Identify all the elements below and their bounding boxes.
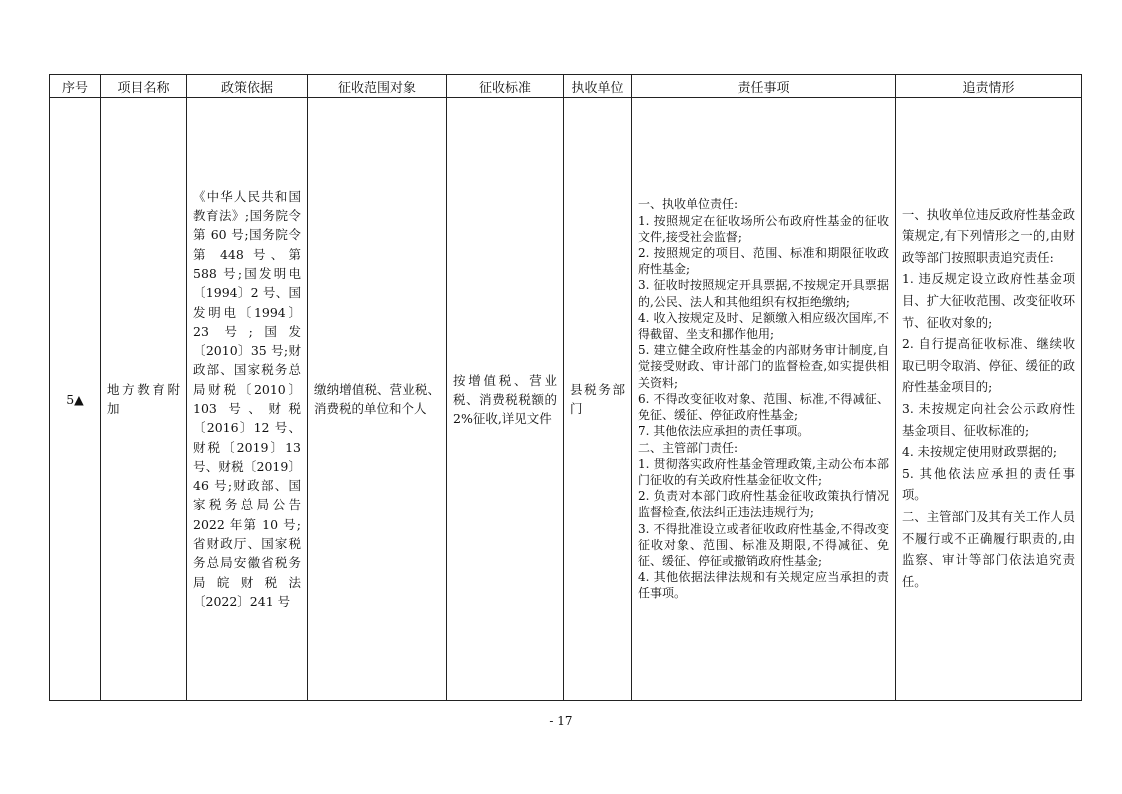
header-penalties: 追责情形 [896,75,1082,98]
responsibility-line: 1. 贯彻落实政府性基金管理政策,主动公布本部门征收的有关政府性基金征收文件; [638,456,889,487]
responsibility-line: 7. 其他依法应承担的责任事项。 [638,424,810,439]
table-row [50,98,1082,701]
penalty-line: 二、主管部门及其有关工作人员不履行或不正确履行职责的,由监察、审计等部门依法追究责任。 [902,509,1075,589]
cell-name: 地方教育附加 [107,382,180,416]
fund-table [49,74,1082,701]
penalty-line: 4. 未按规定使用财政票据的; [902,445,1058,460]
penalty-line: 2. 自行提高征收标准、继续收取已明令取消、停征、缓征的政府性基金项目的; [902,337,1075,395]
cell-penalties [896,205,1081,594]
cell-scope: 缴纳增值税、营业税、消费税的单位和个人 [314,382,440,416]
header-name: 项目名称 [101,75,187,98]
cell-unit: 县税务部门 [570,382,625,416]
table-header-row [50,75,1082,98]
penalty-line: 5. 其他依法应承担的责任事项。 [902,466,1075,503]
responsibility-line: 4. 其他依据法律法规和有关规定应当承担的责任事项。 [638,570,889,601]
penalty-line: 3. 未按规定向社会公示政府性基金项目、征收标准的; [902,402,1075,438]
header-basis: 政策依据 [187,75,308,98]
responsibility-line: 2. 按照规定的项目、范围、标准和期限征收政府性基金; [638,246,889,277]
cell-basis: 《中华人民共和国教育法》;国务院令第 60 号;国务院令第 448 号、第 588 号;国发明电〔1994〕2 号、国发明电〔1994〕23 号;国发〔2010〕35 号;财政部、国家税务总局财税〔2010〕103 号、财税〔2016〕12 号、财税〔2019〕13 号、财税〔2019〕46 号;财政部、国家税务总局公告 2022 年第 10 号;省财政厅、国家税务总局安徽省税务局皖财税法〔2022〕241 号 [193,188,301,609]
responsibility-line: 二、主管部门责任: [638,440,739,455]
cell-penalties-wrap [896,98,1082,701]
cell-standard-wrap [447,98,564,701]
responsibility-line: 4. 收入按规定及时、足额缴入相应级次国库,不得截留、坐支和挪作他用; [638,310,889,342]
responsibility-line: 2. 负责对本部门政府性基金征收政策执行情况监督检查,依法纠正违法违规行为; [638,489,889,520]
responsibility-line: 3. 不得批准设立或者征收政府性基金,不得改变征收对象、范围、标准及期限,不得减征、免征、缓征、停征或撤销政府性基金; [638,521,889,568]
cell-standard: 按增值税、营业税、消费税税额的 2%征收,详见文件 [453,372,557,426]
cell-scope-wrap [308,98,447,701]
cell-responsibilities [632,196,895,601]
penalty-line: 一、执收单位违反政府性基金政策规定,有下列情形之一的,由财政等部门按照职责追究责任: [902,207,1075,265]
responsibility-line: 3. 征收时按照规定开具票据,不按规定开具票据的,公民、法人和其他组织有权拒绝缴纳; [638,278,889,309]
penalty-line: 1. 违反规定设立政府性基金项目、扩大征收范围、改变征收环节、征收对象的; [902,272,1075,330]
cell-name-wrap [101,98,187,701]
header-responsibilities: 责任事项 [632,75,896,98]
responsibility-line: 6. 不得改变征收对象、范围、标准,不得减征、免征、缓征、停征政府性基金; [638,391,889,423]
header-scope: 征收范围对象 [308,75,447,98]
cell-seq: 5▲ [50,98,101,701]
responsibility-line: 5. 建立健全政府性基金的内部财务审计制度,自觉接受财政、审计部门的监督检查,如实提供相关资料; [638,343,889,390]
cell-responsibilities-wrap [632,98,896,701]
page-number: - 17 [549,714,573,728]
header-unit: 执收单位 [564,75,632,98]
responsibility-line: 一、执收单位责任: [638,197,739,212]
header-standard: 征收标准 [447,75,564,98]
responsibility-line: 1. 按照规定在征收场所公布政府性基金的征收文件,接受社会监督; [638,213,889,244]
cell-basis-wrap [187,98,308,701]
cell-unit-wrap [564,98,632,701]
header-seq: 序号 [50,75,101,98]
